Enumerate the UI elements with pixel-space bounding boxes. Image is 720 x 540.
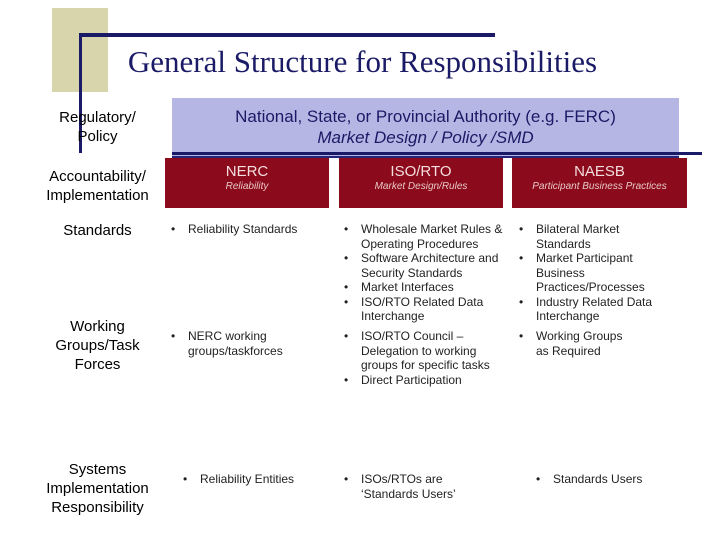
working-groups-iso-cell [341, 329, 501, 387]
list-item: • ISO/RTO Council – Delegation to working groups for specific tasks [341, 329, 501, 373]
row-label-line: Regulatory/ [59, 109, 136, 126]
list-item: • ISO/RTO Related Data Interchange [341, 295, 506, 324]
standards-naesb-cell [516, 222, 666, 324]
standards-nerc-cell [168, 222, 333, 237]
list-item: • Bilateral Market Standards [516, 222, 666, 251]
list-item: • ISOs/RTOs are ‘Standards Users’ [341, 472, 491, 501]
org-description: Market Design/Rules [374, 181, 468, 192]
row-label-regulatory [10, 108, 185, 146]
list-item: • Wholesale Market Rules & Operating Procedures [341, 222, 506, 251]
standards-iso-cell [341, 222, 506, 324]
authority-title: National, State, or Provincial Authority (e.g. FERC) [235, 107, 616, 126]
slide-title: General Structure for Responsibilities [127, 44, 598, 79]
row-label-standards [10, 221, 185, 240]
row-label-accountability [10, 167, 185, 205]
row-label-working-groups [10, 317, 185, 374]
list-item: • Software Architecture and Security Standards [341, 251, 506, 280]
row-label-line: Responsibility [51, 499, 144, 516]
row-label-line: Standards [63, 222, 132, 239]
row-label-line: Forces [74, 356, 121, 373]
decorative-top-bar [80, 33, 495, 37]
row-label-line: Groups/Task [55, 337, 140, 354]
org-name: ISO/RTO [390, 163, 452, 180]
list-item: • NERC working groups/taskforces [168, 329, 298, 358]
org-description: Participant Business Practices [532, 181, 667, 192]
org-box-naesb [512, 158, 687, 208]
decorative-horizontal-line [172, 152, 702, 155]
row-label-line: Implementation [46, 480, 149, 497]
systems-nerc-cell [180, 472, 320, 487]
list-item: • Working Groups as Required [516, 329, 636, 358]
row-label-line: Systems [68, 461, 127, 478]
org-name: NAESB [574, 163, 625, 180]
list-item: • Standards Users [533, 472, 663, 487]
row-label-line: Policy [77, 128, 118, 145]
row-label-line: Implementation [46, 187, 149, 204]
org-description: Reliability [225, 181, 269, 192]
org-box-nerc [165, 158, 329, 208]
row-label-line: Accountability/ [49, 168, 146, 185]
working-groups-nerc-cell [168, 329, 298, 358]
authority-subtitle: Market Design / Policy /SMD [317, 128, 534, 147]
org-name: NERC [225, 163, 269, 180]
row-label-line: Working [70, 318, 125, 335]
row-label-systems [10, 460, 185, 517]
org-box-iso-rto [339, 158, 503, 208]
systems-naesb-cell [533, 472, 663, 487]
list-item: • Direct Participation [341, 373, 501, 388]
list-item: • Market Participant Business Practices/Processes [516, 251, 666, 295]
list-item: • Reliability Entities [180, 472, 320, 487]
working-groups-naesb-cell [516, 329, 636, 358]
list-item: • Industry Related Data Interchange [516, 295, 666, 324]
list-item: • Reliability Standards [168, 222, 333, 237]
authority-box [172, 98, 679, 158]
systems-iso-cell [341, 472, 491, 501]
list-item: • Market Interfaces [341, 280, 506, 295]
